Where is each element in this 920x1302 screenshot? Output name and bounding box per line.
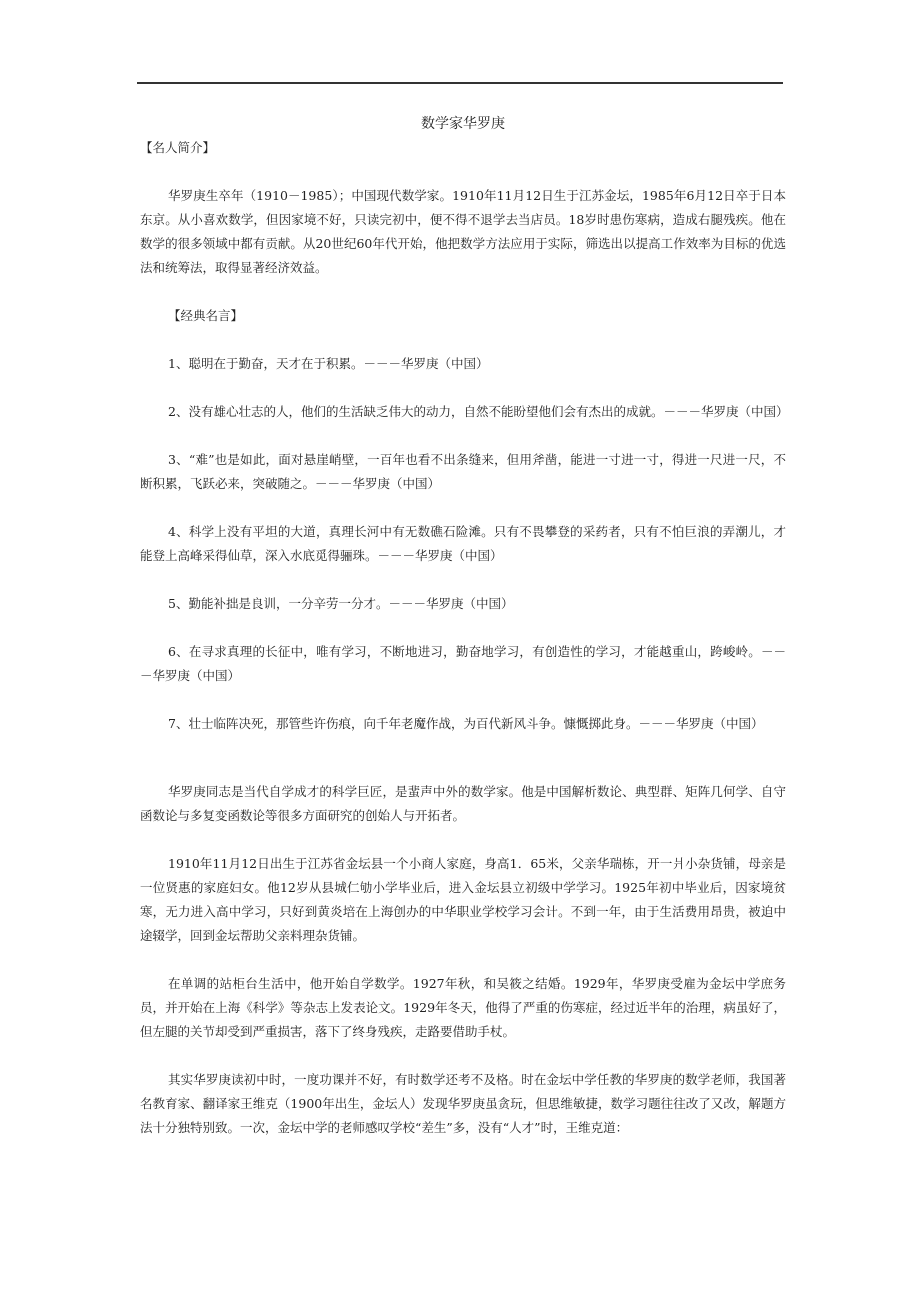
quote-item: 2、没有雄心壮志的人，他们的生活缺乏伟大的动力，自然不能盼望他们会有杰出的成就。－－－华罗庚（中国）: [168, 404, 789, 419]
header-rule: [137, 82, 783, 84]
document-body: [140, 112, 789, 1140]
section-label-intro: 【名人简介】: [140, 140, 216, 155]
bio-paragraph: 1910年11月12日出生于江苏省金坛县一个小商人家庭，身高1．65米，父亲华瑞栋，开一爿小杂货铺，母亲是一位贤惠的家庭妇女。他12岁从县城仁劬小学毕业后，进入金坛县立初级中学学习。1925年初中毕业后，因家境贫寒，无力进入高中学习，只好到黄炎培在上海创办的中华职业学校学习会计。不到一年，由于生活费用昂贵，被迫中途辍学，回到金坛帮助父亲料理杂货铺。: [140, 856, 786, 943]
section-label-quotes: 【经典名言】: [168, 308, 244, 323]
quote-item: 7、壮士临阵决死，那管些许伤痕，向千年老魔作战，为百代新风斗争。慷慨掷此身。－－－华罗庚（中国）: [168, 716, 764, 731]
quote-item: 6、在寻求真理的长征中，唯有学习，不断地进习，勤奋地学习，有创造性的学习，才能越重山，跨峻岭。－－－华罗庚（中国）: [140, 644, 786, 683]
quote-item: 1、聪明在于勤奋，天才在于积累。－－－华罗庚（中国）: [168, 356, 489, 371]
bio-paragraph: 其实华罗庚读初中时，一度功课并不好，有时数学还考不及格。时在金坛中学任教的华罗庚的数学老师，我国著名教育家、翻译家王维克（1900年出生，金坛人）发现华罗庚虽贪玩，但思维敏捷，数学习题往往改了又改，解题方法十分独特别致。一次，金坛中学的老师感叹学校“差生”多，没有“人才”时，王维克道：: [140, 1072, 786, 1135]
bio-paragraph: 在单调的站柜台生活中，他开始自学数学。1927年秋，和吴筱之结婚。1929年，华罗庚受雇为金坛中学庶务员，并开始在上海《科学》等杂志上发表论文。1929年冬天，他得了严重的伤寒症，经过近半年的治理，病虽好了，但左腿的关节却受到严重损害，落下了终身残疾，走路要借助手杖。: [140, 976, 786, 1039]
quote-item: 4、科学上没有平坦的大道，真理长河中有无数礁石险滩。只有不畏攀登的采药者，只有不怕巨浪的弄潮儿，才能登上高峰采得仙草，深入水底觅得骊珠。－－－华罗庚（中国）: [140, 524, 786, 563]
quote-item: 5、勤能补拙是良训，一分辛劳一分才。－－－华罗庚（中国）: [168, 596, 514, 611]
bio-paragraph: 华罗庚同志是当代自学成才的科学巨匠，是蜚声中外的数学家。他是中国解析数论、典型群、矩阵几何学、自守函数论与多复变函数论等很多方面研究的创始人与开拓者。: [140, 784, 786, 823]
quote-item: 3、“难”也是如此，面对悬崖峭壁，一百年也看不出条缝来，但用斧凿，能进一寸进一寸，得进一尺进一尺，不断积累，飞跃必来，突破随之。－－－华罗庚（中国）: [140, 452, 786, 491]
page-title: 数学家华罗庚: [421, 116, 505, 132]
intro-paragraph: 华罗庚生卒年（1910－1985）；中国现代数学家。1910年11月12日生于江苏金坛，1985年6月12日卒于日本东京。从小喜欢数学，但因家境不好，只读完初中，便不得不退学去当店员。18岁时患伤寒病，造成右腿残疾。他在数学的很多领域中都有贡献。从20世纪60年代开始，他把数学方法应用于实际，筛选出以提高工作效率为目标的优选法和统筹法，取得显著经济效益。: [140, 188, 786, 275]
